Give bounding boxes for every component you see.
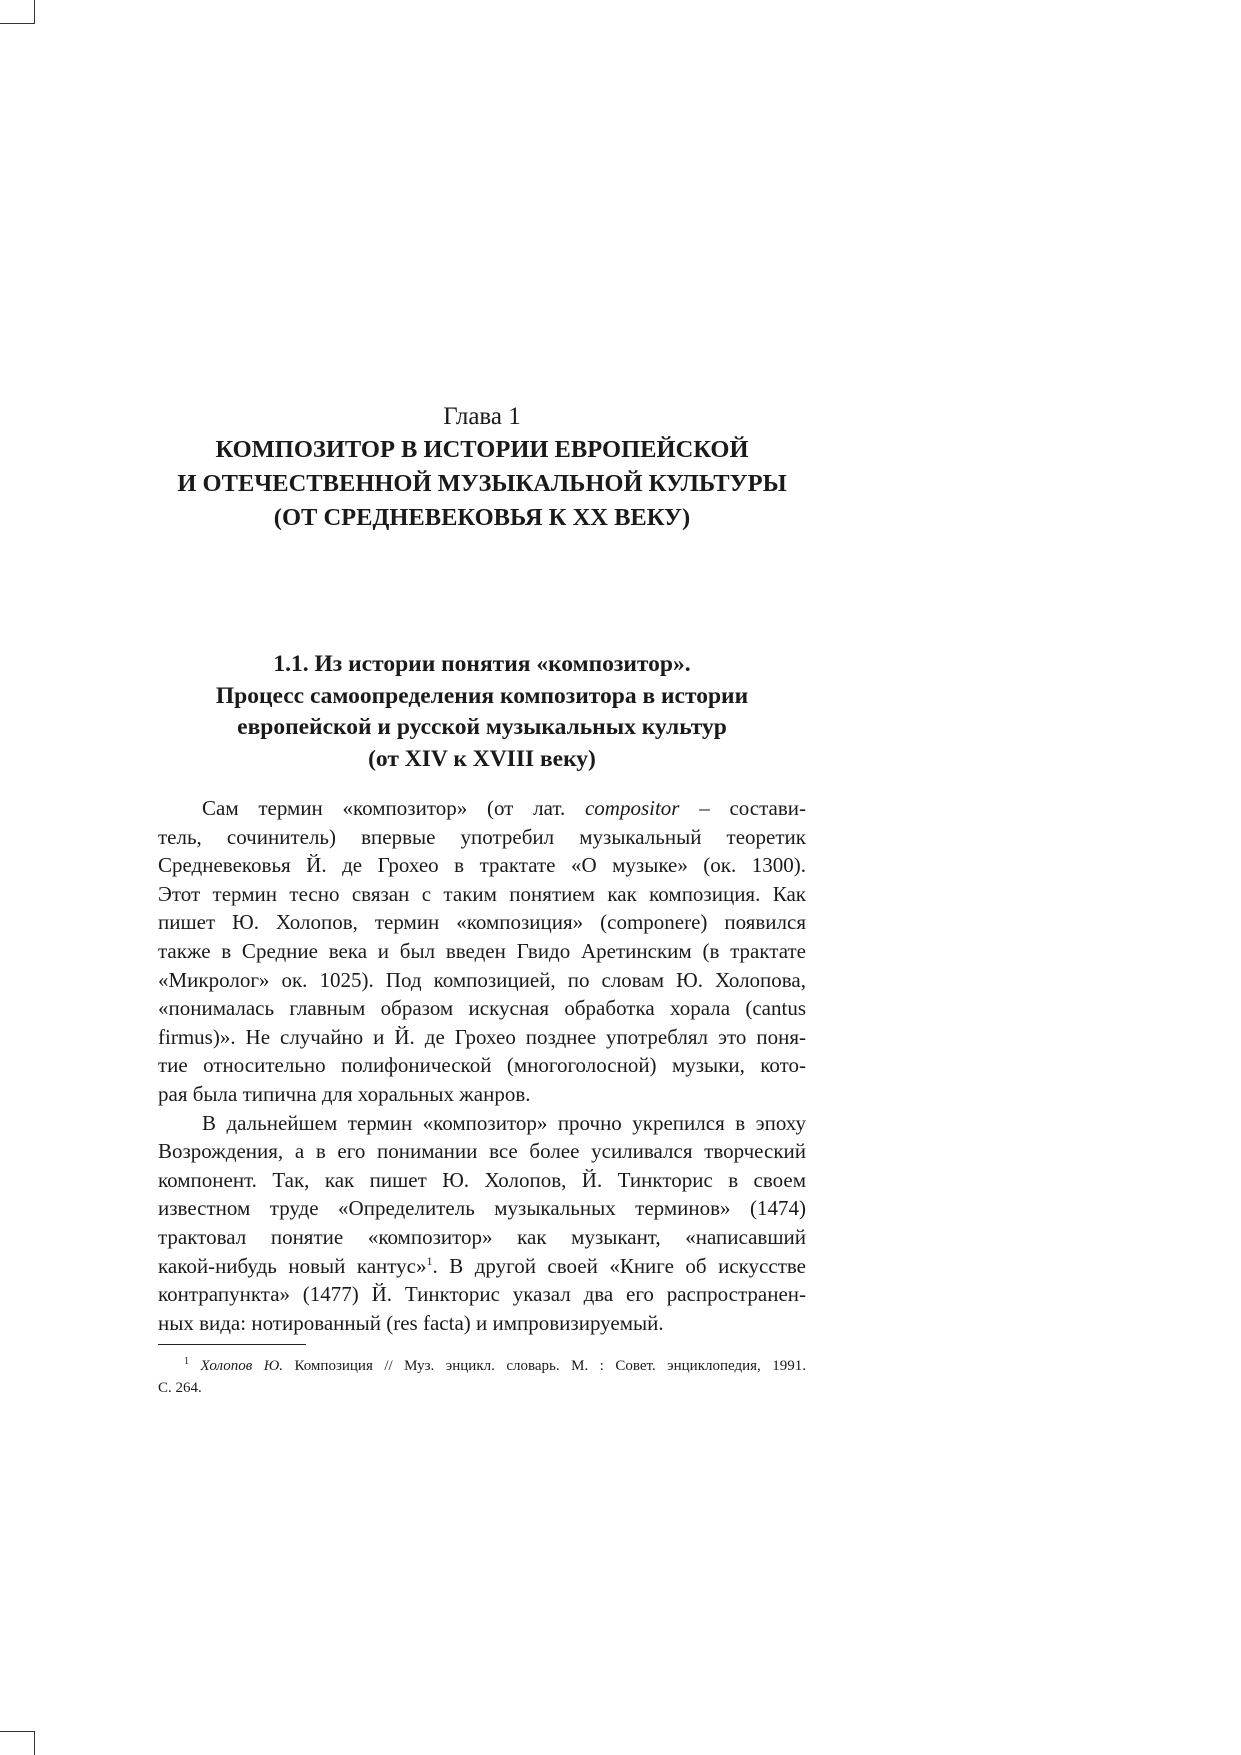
text-line: известном труде «Определитель музыкальных терминов» (1474) <box>158 1196 806 1221</box>
crop-mark-bottom-horizontal <box>0 1731 34 1732</box>
text-line: рая была типична для хоральных жанров. <box>158 1081 531 1106</box>
section-title-line: европейской и русской музыкальных культур <box>237 714 727 740</box>
crop-mark-top-vertical <box>34 0 35 24</box>
footnote-divider <box>158 1344 306 1345</box>
chapter-label: Глава 1 <box>443 403 521 430</box>
text-line: тель, сочинитель) впервые употребил музыкальный теоретик <box>158 824 806 849</box>
crop-mark-top-horizontal <box>0 23 34 24</box>
chapter-title <box>158 433 806 535</box>
section-title <box>158 649 806 775</box>
text-line: ных вида: нотированный (res facta) и импровизируемый. <box>158 1310 664 1335</box>
text-line: трактовал понятие «композитор» как музыкант, «написавший <box>158 1224 806 1249</box>
section-title-line: Процесс самоопределения композитора в истории <box>215 682 749 709</box>
paragraph-1 <box>158 794 806 1109</box>
text-line: компонент. Так, как пишет Ю. Холопов, Й. Тинкторис в своем <box>158 1167 806 1192</box>
paragraph-2 <box>158 1109 806 1338</box>
text-line: Сам термин «композитор» (от лат. compositor – состави- <box>202 796 807 820</box>
latin-term: compositor <box>584 796 680 820</box>
text-line: Возрождения, а в его понимании все более усиливался творческий <box>158 1139 806 1164</box>
text-line: также в Средние века и был введен Гвидо Аретинским (в трактате <box>158 938 806 963</box>
text-line: «понималась главным образом искусная обработка хорала (cantus <box>158 996 806 1021</box>
chapter-title-line: (ОТ СРЕДНЕВЕКОВЬЯ К XX ВЕКУ) <box>273 504 691 531</box>
chapter-title-line: КОМПОЗИТОР В ИСТОРИИ ЕВРОПЕЙСКОЙ <box>215 436 749 463</box>
section-title-line: (от XIV к XVIII веку) <box>368 745 596 772</box>
text-line: пишет Ю. Холопов, термин «композиция» (componere) появился <box>158 910 806 935</box>
footnote-line: С. 264. <box>158 1380 202 1396</box>
crop-mark-bottom-vertical <box>34 1731 35 1755</box>
text-line: Средневековья Й. де Грохео в трактате «О музыке» (ок. 1300). <box>158 853 806 878</box>
footnote-author: Холопов Ю. <box>200 1358 283 1374</box>
text-line: firmus)». Не случайно и Й. де Грохео позднее употреблял это поня- <box>158 1024 806 1049</box>
text-line: какой-нибудь новый кантус»$^1$. В другой своей «Книге об искусстве <box>158 1253 806 1278</box>
section-title-line: 1.1. Из истории понятия «композитор». <box>273 651 691 677</box>
text-line: «Микролог» ок. 1025). Под композицией, по словам Ю. Холопова, <box>158 967 806 992</box>
body-text <box>158 794 806 1337</box>
chapter-title-line: И ОТЕЧЕСТВЕННОЙ МУЗЫКАЛЬНОЙ КУЛЬТУРЫ <box>177 470 787 497</box>
text-line: контрапункта» (1477) Й. Тинкторис указал два его распространен- <box>158 1282 806 1307</box>
footnote-number: 1 <box>184 1356 189 1367</box>
text-line: Этот термин тесно связан с таким понятием как композиция. Как <box>158 881 806 906</box>
footnote-reference: 1 <box>426 1253 433 1268</box>
text-line: В дальнейшем термин «композитор» прочно укрепился в эпоху <box>202 1110 806 1135</box>
text-line: тие относительно полифонической (многоголосной) музыки, кото- <box>158 1053 806 1078</box>
footnote <box>158 1355 806 1399</box>
footnote-line: $^1$ Холопов Ю. Композиция // Муз. энцикл. словарь. М. : Совет. энциклопедия, 1991. <box>184 1356 807 1374</box>
